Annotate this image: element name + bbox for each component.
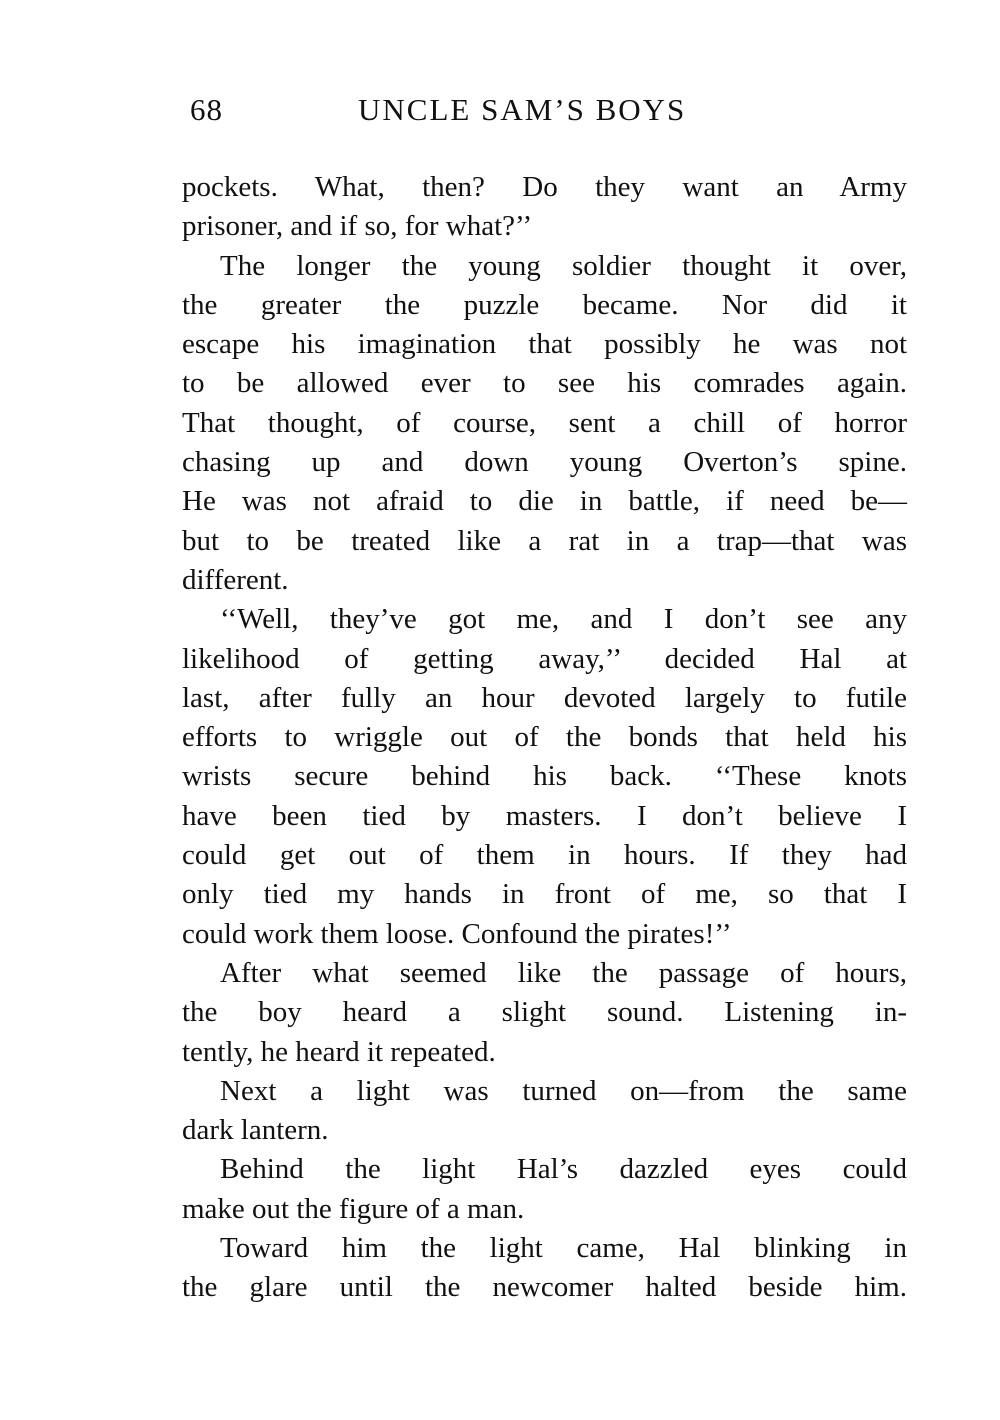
text-line: escape his imagination that possibly he was not	[182, 328, 907, 361]
text-line: last, after fully an hour devoted largely to futile	[182, 681, 907, 714]
text-line: Toward him the light came, Hal blinking in	[220, 1232, 907, 1265]
text-line: the boy heard a slight sound. Listening in-	[182, 996, 907, 1029]
text-line: He was not afraid to die in battle, if need be—	[182, 485, 907, 518]
text-line: After what seemed like the passage of hours,	[220, 956, 907, 989]
text-line: to be allowed ever to see his comrades again.	[182, 367, 907, 400]
text-line: likelihood of getting away,’’ decided Hal at	[182, 642, 907, 675]
text-line: only tied my hands in front of me, so that I	[182, 878, 907, 911]
text-line: ‘‘Well, they’ve got me, and I don’t see any	[220, 603, 907, 636]
text-line: dark lantern.	[182, 1114, 329, 1147]
text-line: different.	[182, 563, 289, 596]
text-line: prisoner, and if so, for what?’’	[182, 210, 533, 243]
text-line: could work them loose. Confound the pirates!’’	[182, 917, 732, 950]
text-line: wrists secure behind his back. ‘‘These knots	[182, 760, 907, 793]
text-line: pockets. What, then? Do they want an Army	[182, 171, 907, 203]
text-line: tently, he heard it repeated.	[182, 1035, 496, 1068]
text-line: but to be treated like a rat in a trap—that was	[182, 524, 907, 557]
running-head	[190, 92, 740, 132]
running-title: UNCLE SAM’S BOYS	[358, 92, 687, 127]
text-line: have been tied by masters. I don’t believe I	[182, 799, 907, 832]
text-line: the glare until the newcomer halted beside him.	[182, 1271, 907, 1304]
text-line: the greater the puzzle became. Nor did it	[182, 288, 907, 321]
text-line: chasing up and down young Overton’s spine.	[182, 446, 907, 479]
text-line: make out the figure of a man.	[182, 1192, 525, 1225]
text-line: The longer the young soldier thought it over,	[220, 249, 907, 282]
text-line: Next a light was turned on—from the same	[220, 1074, 907, 1107]
text-line: efforts to wriggle out of the bonds that held his	[182, 721, 907, 754]
text-line: Behind the light Hal’s dazzled eyes could	[220, 1153, 907, 1186]
text-line: could get out of them in hours. If they had	[182, 839, 907, 872]
page-number: 68	[190, 92, 223, 127]
text-line: That thought, of course, sent a chill of horror	[182, 406, 907, 439]
body-text	[182, 168, 907, 1308]
